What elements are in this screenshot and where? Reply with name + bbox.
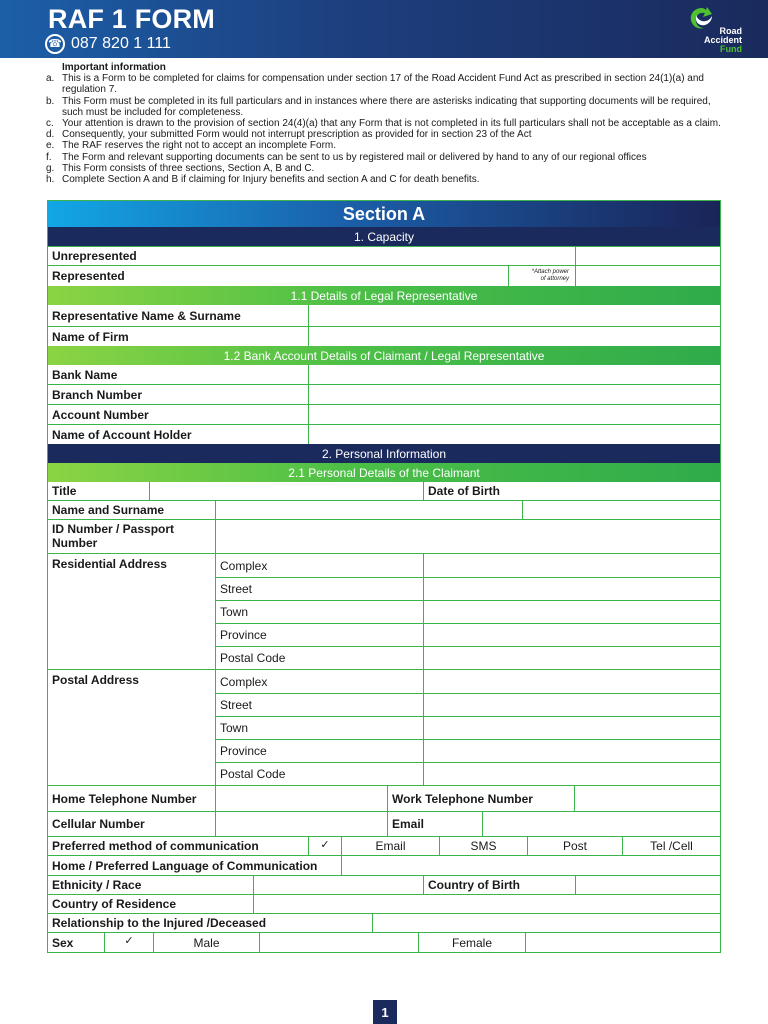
address-field-label: Complex	[220, 558, 268, 573]
address-row	[216, 554, 720, 577]
account-holder-label: Name of Account Holder	[52, 427, 192, 442]
country-residence-row	[48, 894, 720, 913]
section-a-form	[47, 200, 721, 953]
phone-number: 087 820 1 111	[71, 35, 171, 52]
logo-text-accident: Accident	[703, 35, 742, 45]
postal-address-rows	[215, 670, 720, 785]
home-tel-field[interactable]	[215, 786, 387, 811]
info-item-mark: b.	[46, 95, 55, 107]
logo-text-fund: Fund	[720, 44, 742, 54]
info-item-text: Complete Section A and B if claiming for Injury benefits and section A and C for death benefits.	[62, 174, 480, 186]
info-item-text: The RAF reserves the right not to accept an incomplete Form.	[62, 140, 337, 152]
info-item	[46, 96, 726, 118]
postal-street-field[interactable]	[423, 694, 720, 716]
name-surname-label: Name and Surname	[52, 503, 165, 517]
personal-info-heading: 2. Personal Information	[48, 444, 720, 463]
info-item-mark: e.	[46, 140, 55, 152]
page-number: 1	[373, 1000, 397, 1024]
residential-address-label: Residential Address	[52, 557, 167, 571]
bank-heading: 1.2 Bank Account Details of Claimant / Legal Representative	[48, 346, 720, 365]
name-surname-field[interactable]	[215, 501, 522, 519]
info-item-mark: a.	[46, 73, 55, 85]
info-item	[46, 174, 726, 185]
method-post-option[interactable]: Post	[527, 837, 622, 855]
rep-name-row	[48, 305, 720, 326]
account-holder-field[interactable]	[308, 425, 720, 444]
language-field[interactable]	[341, 856, 720, 875]
address-field-label: Postal Code	[220, 651, 286, 665]
info-item	[46, 73, 726, 95]
relationship-field[interactable]	[372, 914, 720, 932]
address-field-label: Postal Code	[220, 767, 286, 781]
firm-field[interactable]	[308, 327, 720, 346]
form-title: RAF 1 FORM	[48, 4, 215, 34]
dob-field[interactable]	[522, 501, 720, 519]
bank-name-label: Bank Name	[52, 367, 118, 382]
sex-male-option[interactable]: Male	[153, 933, 259, 952]
rep-name-label: Representative Name & Surname	[52, 308, 241, 323]
relationship-label: Relationship to the Injured /Deceased	[52, 916, 267, 930]
postal-address-block	[48, 669, 720, 785]
residential-postal-code-field[interactable]	[423, 647, 720, 669]
postal-code-field[interactable]	[423, 763, 720, 785]
postal-address-label: Postal Address	[52, 673, 139, 687]
country-birth-field[interactable]	[575, 876, 720, 894]
bank-name-field[interactable]	[308, 365, 720, 384]
account-number-label: Account Number	[52, 407, 149, 422]
sex-female-field[interactable]	[525, 933, 720, 952]
residential-complex-field[interactable]	[423, 554, 720, 577]
branch-row	[48, 384, 720, 404]
method-email-option[interactable]: Email	[341, 837, 439, 855]
work-tel-label: Work Telephone Number	[387, 786, 574, 811]
represented-row	[48, 265, 720, 286]
logo-text-road: Road	[719, 26, 742, 36]
branch-label: Branch Number	[52, 387, 143, 402]
address-field-label: Street	[220, 698, 253, 712]
title-label: Title	[52, 484, 77, 498]
id-number-label: ID Number / Passport Number	[52, 522, 175, 550]
method-tel-cell-option[interactable]: Tel /Cell	[622, 837, 720, 855]
work-tel-field[interactable]	[574, 786, 720, 811]
postal-town-field[interactable]	[423, 717, 720, 739]
home-tel-label: Home Telephone Number	[52, 791, 197, 806]
info-item	[46, 129, 726, 140]
rep-name-field[interactable]	[308, 305, 720, 326]
residential-address-rows	[215, 554, 720, 669]
title-field[interactable]	[149, 482, 423, 500]
preferred-method-label: Preferred method of communication	[52, 839, 259, 853]
address-field-label: Complex	[220, 674, 268, 689]
ethnicity-row	[48, 875, 720, 894]
checkmark-icon[interactable]: ✓	[104, 933, 153, 952]
info-item-text: This is a Form to be completed for claims for compensation under section 17 of the Road Accident Fund Act as prescribed in section 24(1)(a) and regulation 7.	[62, 73, 704, 96]
claimant-details-heading: 2.1 Personal Details of the Claimant	[48, 463, 720, 482]
info-title: Important information	[62, 62, 166, 73]
address-row	[216, 623, 720, 646]
phone-line	[45, 34, 171, 54]
language-label: Home / Preferred Language of Communication	[52, 858, 318, 873]
id-number-row	[48, 519, 720, 553]
info-item-text: Your attention is drawn to the provision of section 24(4)(a) that any Form that is not completed in its full particulars shall not be acceptable as a claim.	[62, 118, 721, 130]
unrepresented-row	[48, 246, 720, 265]
sex-male-field[interactable]	[259, 933, 418, 952]
unrepresented-label: Unrepresented	[52, 249, 137, 263]
sex-female-option[interactable]: Female	[418, 933, 525, 952]
capacity-heading: 1. Capacity	[48, 227, 720, 246]
firm-row	[48, 326, 720, 346]
info-item	[46, 163, 726, 174]
address-field-label: Province	[220, 628, 267, 642]
address-row	[216, 646, 720, 669]
info-item-text: This Form consists of three sections, Section A, B and C.	[62, 162, 315, 174]
important-information	[46, 62, 726, 185]
country-residence-label: Country of Residence	[52, 897, 177, 911]
id-number-field[interactable]	[215, 520, 720, 553]
residential-street-field[interactable]	[423, 578, 720, 600]
residential-province-field[interactable]	[423, 624, 720, 646]
method-sms-option[interactable]: SMS	[439, 837, 527, 855]
info-item-mark: d.	[46, 129, 55, 141]
postal-complex-field[interactable]	[423, 670, 720, 693]
address-field-label: Province	[220, 744, 267, 758]
postal-province-field[interactable]	[423, 740, 720, 762]
title-dob-row	[48, 482, 720, 500]
info-item-text: This Form must be completed in its full particulars and in instances where there are asterisks indicating that supporting documents will be required, such must be included for completeness.	[62, 95, 711, 118]
country-birth-label: Country of Birth	[423, 876, 575, 894]
info-item-mark: f.	[46, 151, 52, 163]
legal-rep-heading: 1.1 Details of Legal Representative	[48, 286, 720, 305]
email-label: Email	[387, 812, 482, 836]
account-holder-row	[48, 424, 720, 444]
info-item	[46, 140, 726, 151]
info-item	[46, 118, 726, 129]
ethnicity-label: Ethnicity / Race	[52, 878, 142, 892]
relationship-row	[48, 913, 720, 932]
section-a-title: Section A	[48, 201, 720, 227]
cell-label: Cellular Number	[52, 817, 145, 831]
account-number-field[interactable]	[308, 405, 720, 424]
attach-note-line: *Attach power	[531, 269, 569, 275]
cell-field[interactable]	[215, 812, 387, 836]
telephone-row	[48, 785, 720, 811]
address-row	[216, 670, 720, 693]
address-row	[216, 716, 720, 739]
address-row	[216, 739, 720, 762]
branch-field[interactable]	[308, 385, 720, 404]
email-field[interactable]	[482, 812, 720, 836]
sex-label: Sex	[52, 935, 74, 950]
info-item-text: The Form and relevant supporting documents can be sent to us by registered mail or delivered by hand to any of our regional offices	[62, 151, 647, 163]
checkmark-icon[interactable]: ✓	[308, 837, 341, 855]
name-surname-row	[48, 500, 720, 519]
info-item-mark: g.	[46, 162, 55, 174]
language-row	[48, 855, 720, 875]
dob-label: Date of Birth	[423, 482, 720, 500]
bank-name-row	[48, 365, 720, 384]
residential-address-block	[48, 553, 720, 669]
account-number-row	[48, 404, 720, 424]
attach-power-note	[508, 266, 575, 286]
form-header	[0, 0, 768, 58]
phone-icon: ☎	[45, 34, 65, 54]
address-field-label: Town	[220, 721, 249, 735]
address-row	[216, 762, 720, 785]
cell-email-row	[48, 811, 720, 836]
sex-row	[48, 932, 720, 952]
info-item-mark: c.	[46, 118, 54, 130]
country-residence-field[interactable]	[253, 895, 720, 913]
attach-note-line: of attorney	[540, 276, 569, 282]
represented-field[interactable]	[575, 266, 720, 286]
residential-town-field[interactable]	[423, 601, 720, 623]
info-item-text: Consequently, your submitted Form would not interrupt prescription as provided for in section 23 of the Act	[62, 129, 532, 141]
unrepresented-field[interactable]	[575, 247, 720, 265]
address-field-label: Street	[220, 582, 253, 596]
address-field-label: Town	[220, 605, 249, 619]
address-row	[216, 693, 720, 716]
firm-label: Name of Firm	[52, 329, 129, 344]
represented-label: Represented	[52, 269, 125, 283]
address-row	[216, 577, 720, 600]
address-row	[216, 600, 720, 623]
raf-logo	[686, 6, 742, 54]
info-item	[46, 152, 726, 163]
preferred-method-row	[48, 836, 720, 855]
logo-swirl-icon	[688, 6, 716, 32]
info-item-mark: h.	[46, 174, 55, 186]
ethnicity-field[interactable]	[253, 876, 423, 894]
